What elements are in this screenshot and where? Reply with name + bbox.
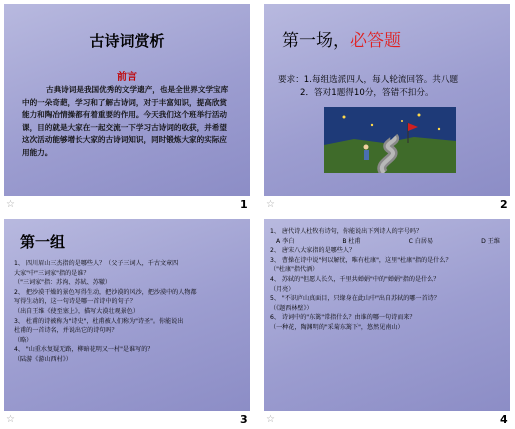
slide4-choice: A 李白 (276, 237, 295, 245)
slide2-requirements (278, 74, 502, 100)
slide2-title-red: 必答题 (350, 31, 401, 51)
slide3-line: （出自王维《使至塞上》，描写大漠壮观景色） (14, 307, 139, 315)
slide3-line: 写得生动的，这一句诗是哪一首诗中的句子？ (14, 298, 136, 306)
slide3-line: 3、 杜甫的诗被称为"诗史"，杜甫被人们称为"诗圣"。你能说出 (14, 317, 184, 325)
slide3-page-number: 3 (240, 413, 248, 426)
slide4-choice: B 杜甫 (342, 237, 361, 245)
slide4-body (270, 227, 506, 333)
slide4-line: （《题西林壁》） (270, 304, 313, 312)
slide4-star-icon[interactable]: ☆ (266, 414, 275, 425)
slide4-line: 5、 "不识庐山真面目，只缘身在此山中"出自苏轼的哪一首诗？ (270, 295, 440, 303)
slide-thumbnail-2[interactable] (264, 4, 510, 196)
slide1-preface: 前言 (117, 72, 137, 83)
slide3-line: 2、 把沙漠干燥的景色写得生动，把沙漠的风沙，把沙漠中的人物都 (14, 288, 197, 296)
slide4-line: 3、 曹操在诗中说"何以解忧，唯有杜康"，这里"杜康"指的是什么？ (270, 256, 452, 264)
slide4-line: （"杜康"指代酒） (270, 266, 319, 274)
slide-thumbnail-3[interactable] (4, 219, 250, 411)
slide3-star-icon[interactable]: ☆ (6, 414, 15, 425)
slide4-line: 6、 诗词中的"东篱"常指什么？由谁的哪一句诗而来？ (270, 314, 416, 322)
slide1-page-number: 1 (240, 198, 248, 211)
slide4-line: （一种花，陶渊明的"采菊东篱下"，悠然见南山） (270, 323, 404, 331)
slide2-req-line2: 2．答对1题得10分，答错不扣分。 (300, 88, 434, 98)
slide3-line: 大家"中"三词家"指的是谁？ (14, 269, 90, 277)
slide4-choices (270, 237, 506, 247)
slide3-title: 第一组 (20, 233, 66, 251)
slide4-line: （月亮） (270, 285, 295, 293)
slide3-line: （"三词家"指：苏洵、苏轼、苏辙） (14, 279, 112, 287)
slide4-choice: C 白居易 (408, 237, 434, 245)
slide3-line: （陆游《游山西村》） (14, 355, 72, 363)
night-road-illustration (324, 107, 456, 173)
slide4-line: 4、 苏轼的"但愿人长久，千里共婵娟"中的"婵娟"指的是什么？ (270, 275, 440, 283)
slide3-line: 杜甫的一首诗名，并说出它的诗句吗？ (14, 327, 118, 335)
slide3-line: 4、 "山重水复疑无路，柳暗花明又一村"是谁写的？ (14, 346, 154, 354)
slide2-title (282, 26, 401, 51)
slide4-choice: D 王维 (481, 237, 500, 245)
slide1-intro: 古典诗词是我国优秀的文学遗产，也是全世界文学宝库中的一朵奇葩，学习和了解古诗词，对于丰富知识，提高欣赏能力和陶冶情操都有着重要的作用。今天我们这个班举行活动课，目的就是大家在一起交流一下学习古诗词的收获，并希望这次活动能够增长大家的古诗词知识，同时锻炼大家的实际应用能力。 (22, 85, 229, 157)
slide1-star-icon[interactable]: ☆ (6, 199, 15, 210)
slide4-line: 1、 唐代诗人杜牧有诗句，你能说出下列诗人的字号吗？ (270, 228, 423, 235)
slide3-body (14, 259, 242, 365)
slide2-req-line1: 要求：1.每组选派四人，每人轮流回答。共八题 (278, 75, 459, 85)
slide1-title: 古诗词赏析 (89, 32, 165, 50)
slide2-page-number: 2 (500, 198, 508, 211)
slide2-star-icon[interactable]: ☆ (266, 199, 275, 210)
slide4-page-number: 4 (500, 413, 508, 426)
slide4-line: 2、 唐宋八大家指的是哪些人？ (270, 247, 356, 255)
slide-thumbnail-4[interactable] (264, 219, 510, 411)
slide3-line: （略） (14, 336, 33, 344)
slide3-line: 1、 四川眉山三杰指的是哪些人？（父子三词人，千古文章四 (14, 260, 179, 267)
slide-thumbnail-1[interactable] (4, 4, 250, 196)
slide2-title-main: 第一场， (282, 31, 350, 51)
